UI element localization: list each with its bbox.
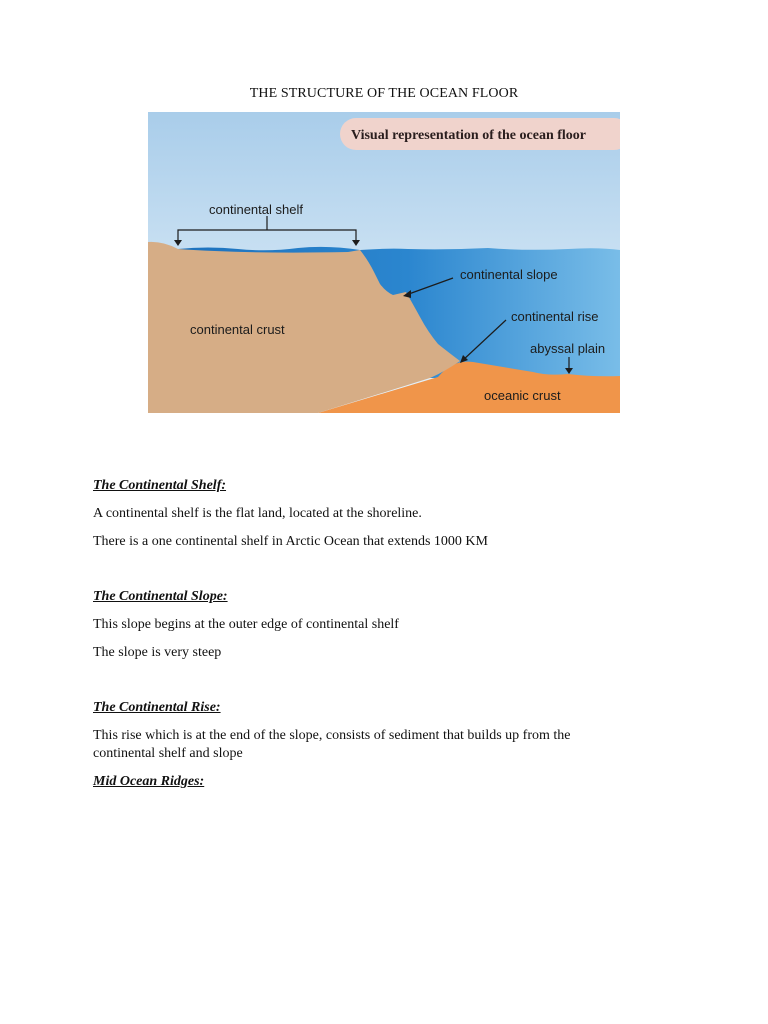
section-heading: The Continental Slope: bbox=[93, 589, 228, 604]
label-continental-slope: continental slope bbox=[460, 267, 558, 282]
ocean-floor-svg bbox=[148, 112, 620, 413]
figure-banner-text: Visual representation of the ocean floor bbox=[351, 128, 586, 143]
label-continental-shelf: continental shelf bbox=[209, 202, 303, 217]
section-continental-rise bbox=[93, 699, 633, 763]
section-continental-shelf bbox=[93, 477, 633, 551]
label-abyssal-plain: abyssal plain bbox=[530, 341, 606, 356]
section-heading: Mid Ocean Ridges: bbox=[93, 774, 205, 789]
label-oceanic-crust: oceanic crust bbox=[484, 388, 561, 403]
section-heading: The Continental Shelf: bbox=[93, 478, 227, 493]
label-continental-rise: continental rise bbox=[511, 309, 599, 324]
section-paragraph: A continental shelf is the flat land, located at the shoreline. bbox=[93, 506, 422, 521]
ocean-floor-diagram bbox=[148, 112, 620, 413]
section-paragraph: The slope is very steep bbox=[93, 645, 222, 660]
section-paragraph: This rise which is at the end of the slope, consists of sediment that builds up from the continental shelf and slope bbox=[93, 728, 571, 761]
section-paragraph: This slope begins at the outer edge of continental shelf bbox=[93, 617, 399, 632]
label-continental-crust: continental crust bbox=[190, 322, 285, 337]
section-heading: The Continental Rise: bbox=[93, 700, 221, 715]
page-title: THE STRUCTURE OF THE OCEAN FLOOR bbox=[249, 86, 519, 101]
section-mid-ocean-ridges bbox=[93, 773, 633, 791]
section-continental-slope bbox=[93, 588, 633, 662]
section-paragraph: There is a one continental shelf in Arctic Ocean that extends 1000 KM bbox=[93, 534, 488, 549]
